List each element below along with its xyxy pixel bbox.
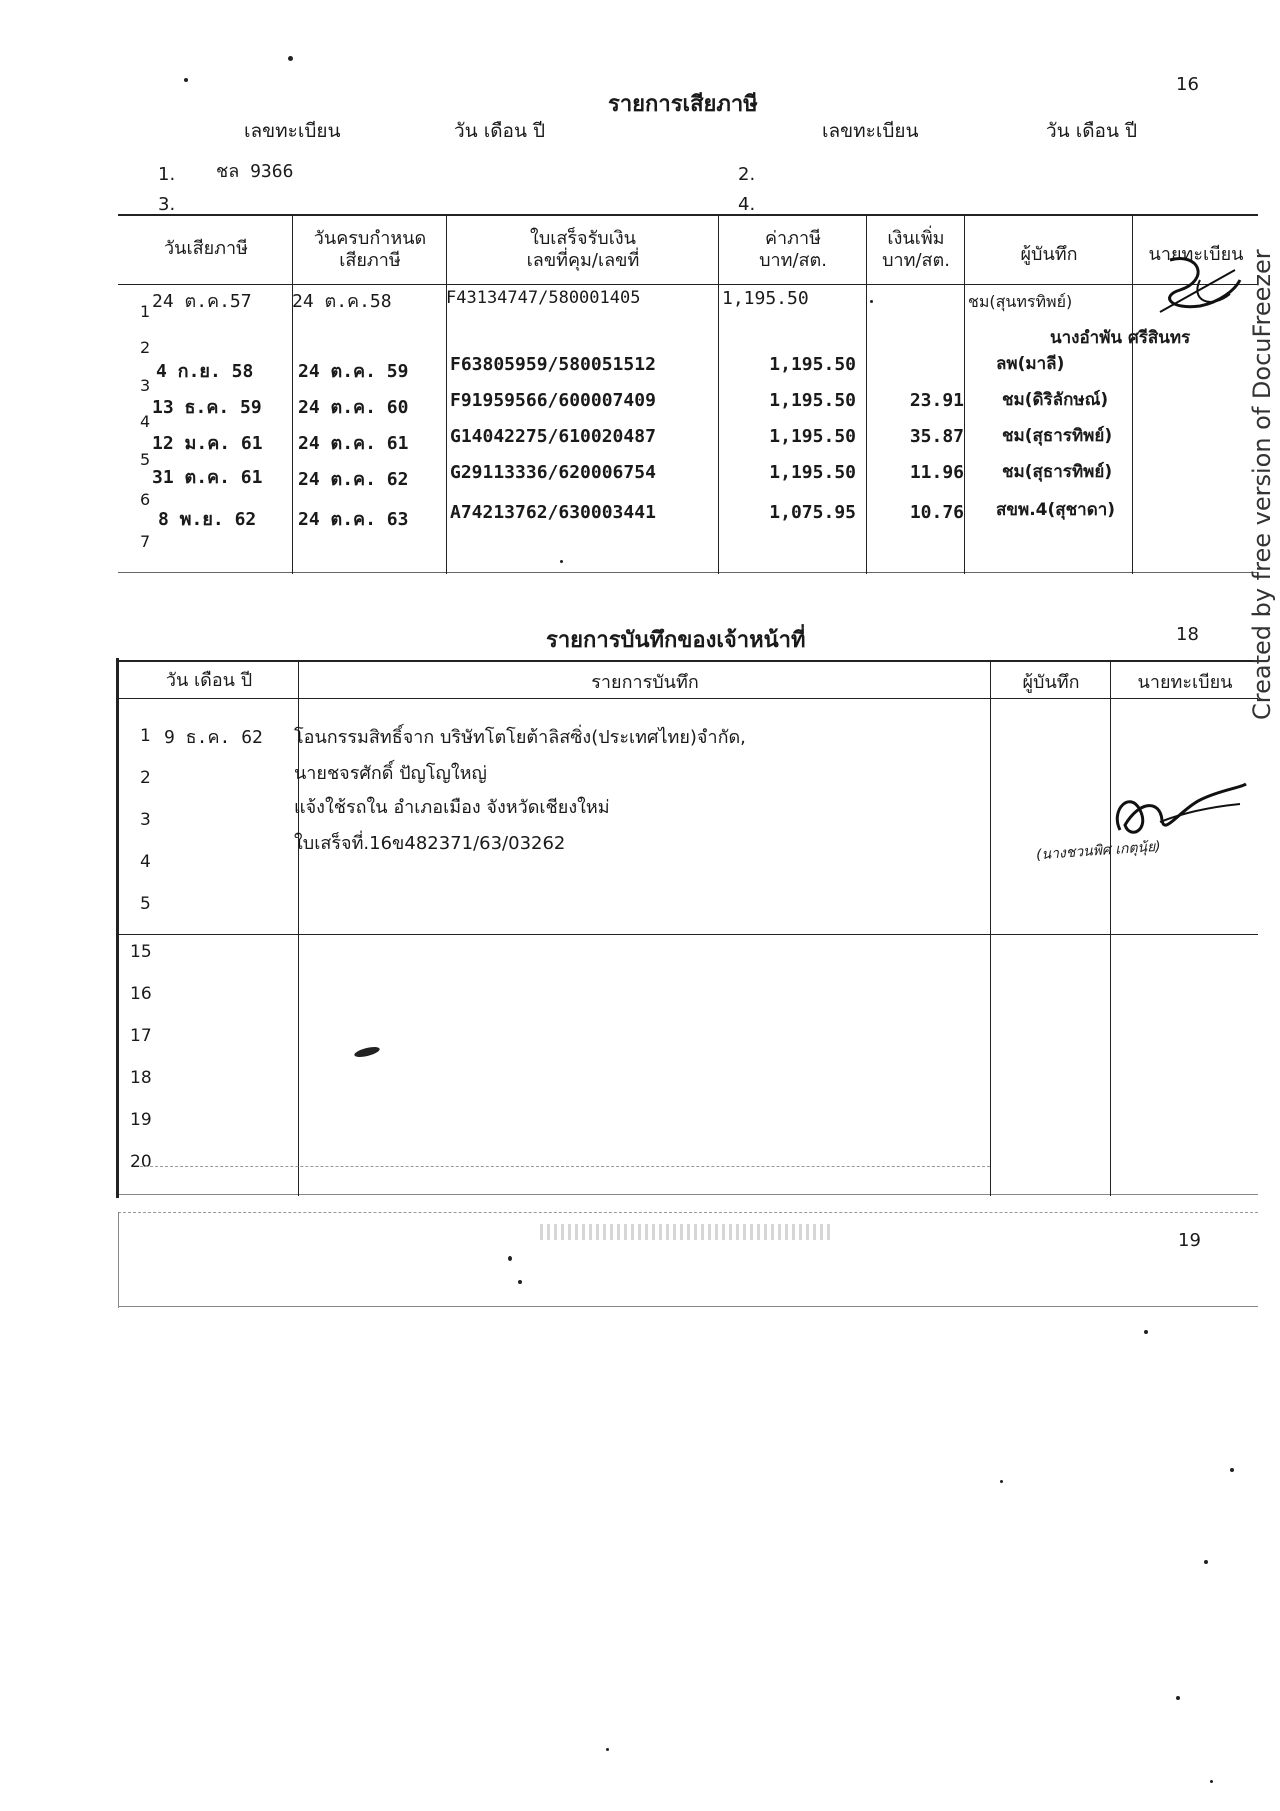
tax-row-3-due: 24 ต.ค. 60 [298, 397, 409, 418]
tax-row-1-recorder: ชม(สุนทรทิพย์) [968, 292, 1073, 311]
reg-label-left: เลขทะเบียน [244, 120, 341, 142]
officer-row-1-date: 9 ธ.ค. 62 [164, 727, 263, 748]
col-paid-date: วันเสียภาษี [164, 238, 248, 259]
tax-row-1-tax: 1,195.50 [722, 288, 809, 309]
page-number-16: 16 [1176, 74, 1199, 95]
page-number-18: 18 [1176, 624, 1199, 645]
tax-row-4-tax: 1,195.50 [769, 426, 856, 447]
reg-item-1-no: 1. [158, 164, 176, 185]
tax-row-2-recorder: ลพ(มาลี) [996, 354, 1065, 374]
tax-row-5-recorder: ชม(สุธารทิพย์) [1002, 462, 1113, 482]
tax-row-5-due: 24 ต.ค. 62 [298, 469, 409, 490]
tax-row-3-receipt: F91959566/600007409 [450, 390, 656, 411]
reg-item-2-no: 2. [738, 164, 756, 185]
tax-row-4-recorder: ชม(สุธารทิพย์) [1002, 426, 1113, 446]
tax-row-4-extra: 35.87 [909, 426, 964, 447]
tax-row-5-extra: 11.96 [909, 462, 964, 483]
watermark: Created by free version of DocuFreezer [1248, 249, 1276, 720]
tax-row-4-due: 24 ต.ค. 61 [298, 433, 409, 454]
tax-row-4-receipt: G14042275/610020487 [450, 426, 656, 447]
tax-row-3-tax: 1,195.50 [769, 390, 856, 411]
officer-row-3-text: แจ้งใช้รถใน อำเภอเมือง จังหวัดเชียงใหม่ [294, 797, 610, 818]
tax-row-6-paid: 8 พ.ย. 62 [158, 509, 257, 530]
col-receipt: ใบเสร็จรับเงิน เลขที่คุม/เลขที่ [526, 228, 640, 271]
reg-label-right: เลขทะเบียน [822, 120, 919, 142]
officer-row-3-no: 3 [140, 810, 151, 830]
lower-row-19: 19 [130, 1110, 152, 1130]
officer-col-registrar: นายทะเบียน [1137, 672, 1233, 693]
col-tax: ค่าภาษี บาท/สต. [759, 228, 827, 271]
tax-row-2-no: 2 [140, 338, 151, 357]
tax-row-2-paid: 4 ก.ย. 58 [156, 361, 254, 382]
tax-row-6-recorder: สขพ.4(สุชาดา) [996, 500, 1116, 520]
officer-col-date: วัน เดือน ปี [165, 670, 253, 691]
tax-row-5-paid: 31 ต.ค. 61 [152, 467, 263, 488]
tax-row-5-receipt: G29113336/620006754 [450, 462, 656, 483]
tax-row-6-extra: 10.76 [909, 502, 964, 523]
tax-row-1-registrar: นางอำพัน ศรีสินทร [1050, 328, 1191, 348]
tax-row-6-no: 6 [140, 490, 151, 509]
tax-row-2-receipt: F63805959/580051512 [450, 354, 656, 375]
tax-row-6-tax: 1,075.95 [769, 502, 856, 523]
col-due-date: วันครบกำหนด เสียภาษี [313, 228, 427, 271]
reg-item-4-no: 4. [738, 194, 756, 215]
tax-row-4-paid: 12 ม.ค. 61 [152, 433, 263, 454]
tax-row-3-recorder: ชม(ดิริลักษณ์) [1002, 390, 1109, 410]
date-label-right: วัน เดือน ปี [1046, 120, 1138, 142]
officer-registrar-name: (นางชวนพิศ เกตุนุ้ย) [1035, 838, 1162, 864]
officer-row-2-no: 2 [140, 768, 151, 788]
lower-row-17: 17 [130, 1026, 152, 1046]
tax-row-4-no: 4 [140, 412, 151, 431]
lower-row-20: 20 [130, 1152, 152, 1172]
tax-row-2-tax: 1,195.50 [769, 354, 856, 375]
tax-row-3-no: 3 [140, 376, 151, 395]
reg-item-3-no: 3. [158, 194, 176, 215]
tax-row-5-no: 5 [140, 450, 151, 469]
registrar-signature-1 [1140, 250, 1250, 330]
tax-section-title: รายการเสียภาษี [608, 92, 758, 117]
tax-row-2-due: 24 ต.ค. 59 [298, 361, 409, 382]
lower-row-15: 15 [130, 942, 152, 962]
tax-row-7-no: 7 [140, 532, 151, 551]
tax-row-3-extra: 23.91 [909, 390, 964, 411]
col-recorder: ผู้บันทึก [1020, 244, 1078, 265]
officer-row-2-text: นายชจรศักดิ์ ปัญโญใหญ่ [294, 763, 487, 784]
reg-item-1-value: ชล 9366 [216, 161, 294, 182]
col-extra: เงินเพิ่ม บาท/สต. [882, 228, 950, 271]
col-registrar: นายทะเบียน [1148, 244, 1244, 265]
date-label-left: วัน เดือน ปี [454, 120, 546, 142]
lower-row-16: 16 [130, 984, 152, 1004]
tax-row-1-due: 24 ต.ค.58 [292, 291, 392, 312]
tax-row-6-due: 24 ต.ค. 63 [298, 509, 409, 530]
page-number-19: 19 [1178, 1230, 1201, 1251]
officer-row-1-text: โอนกรรมสิทธิ์จาก บริษัทโตโยต้าลิสซิ่ง(ประเทศไทย)จำกัด, [294, 727, 746, 748]
officer-section-title: รายการบันทึกของเจ้าหน้าที่ [546, 628, 806, 653]
officer-row-4-no: 4 [140, 852, 151, 872]
officer-col-record: รายการบันทึก [591, 672, 699, 693]
tax-row-6-receipt: A74213762/630003441 [450, 502, 656, 523]
officer-row-5-no: 5 [140, 894, 151, 914]
tax-row-1-paid: 24 ต.ค.57 [152, 291, 252, 312]
officer-col-recorder: ผู้บันทึก [1022, 672, 1080, 693]
tax-row-5-tax: 1,195.50 [769, 462, 856, 483]
officer-row-1-no: 1 [140, 726, 151, 746]
faded-stamp-text [540, 1224, 830, 1240]
tax-row-3-paid: 13 ธ.ค. 59 [152, 397, 262, 418]
tax-row-1-no: 1 [140, 302, 151, 321]
tax-row-1-receipt: F43134747/580001405 [446, 288, 641, 308]
officer-row-4-text: ใบเสร็จที่.16ข482371/63/03262 [294, 833, 566, 854]
lower-row-18: 18 [130, 1068, 152, 1088]
